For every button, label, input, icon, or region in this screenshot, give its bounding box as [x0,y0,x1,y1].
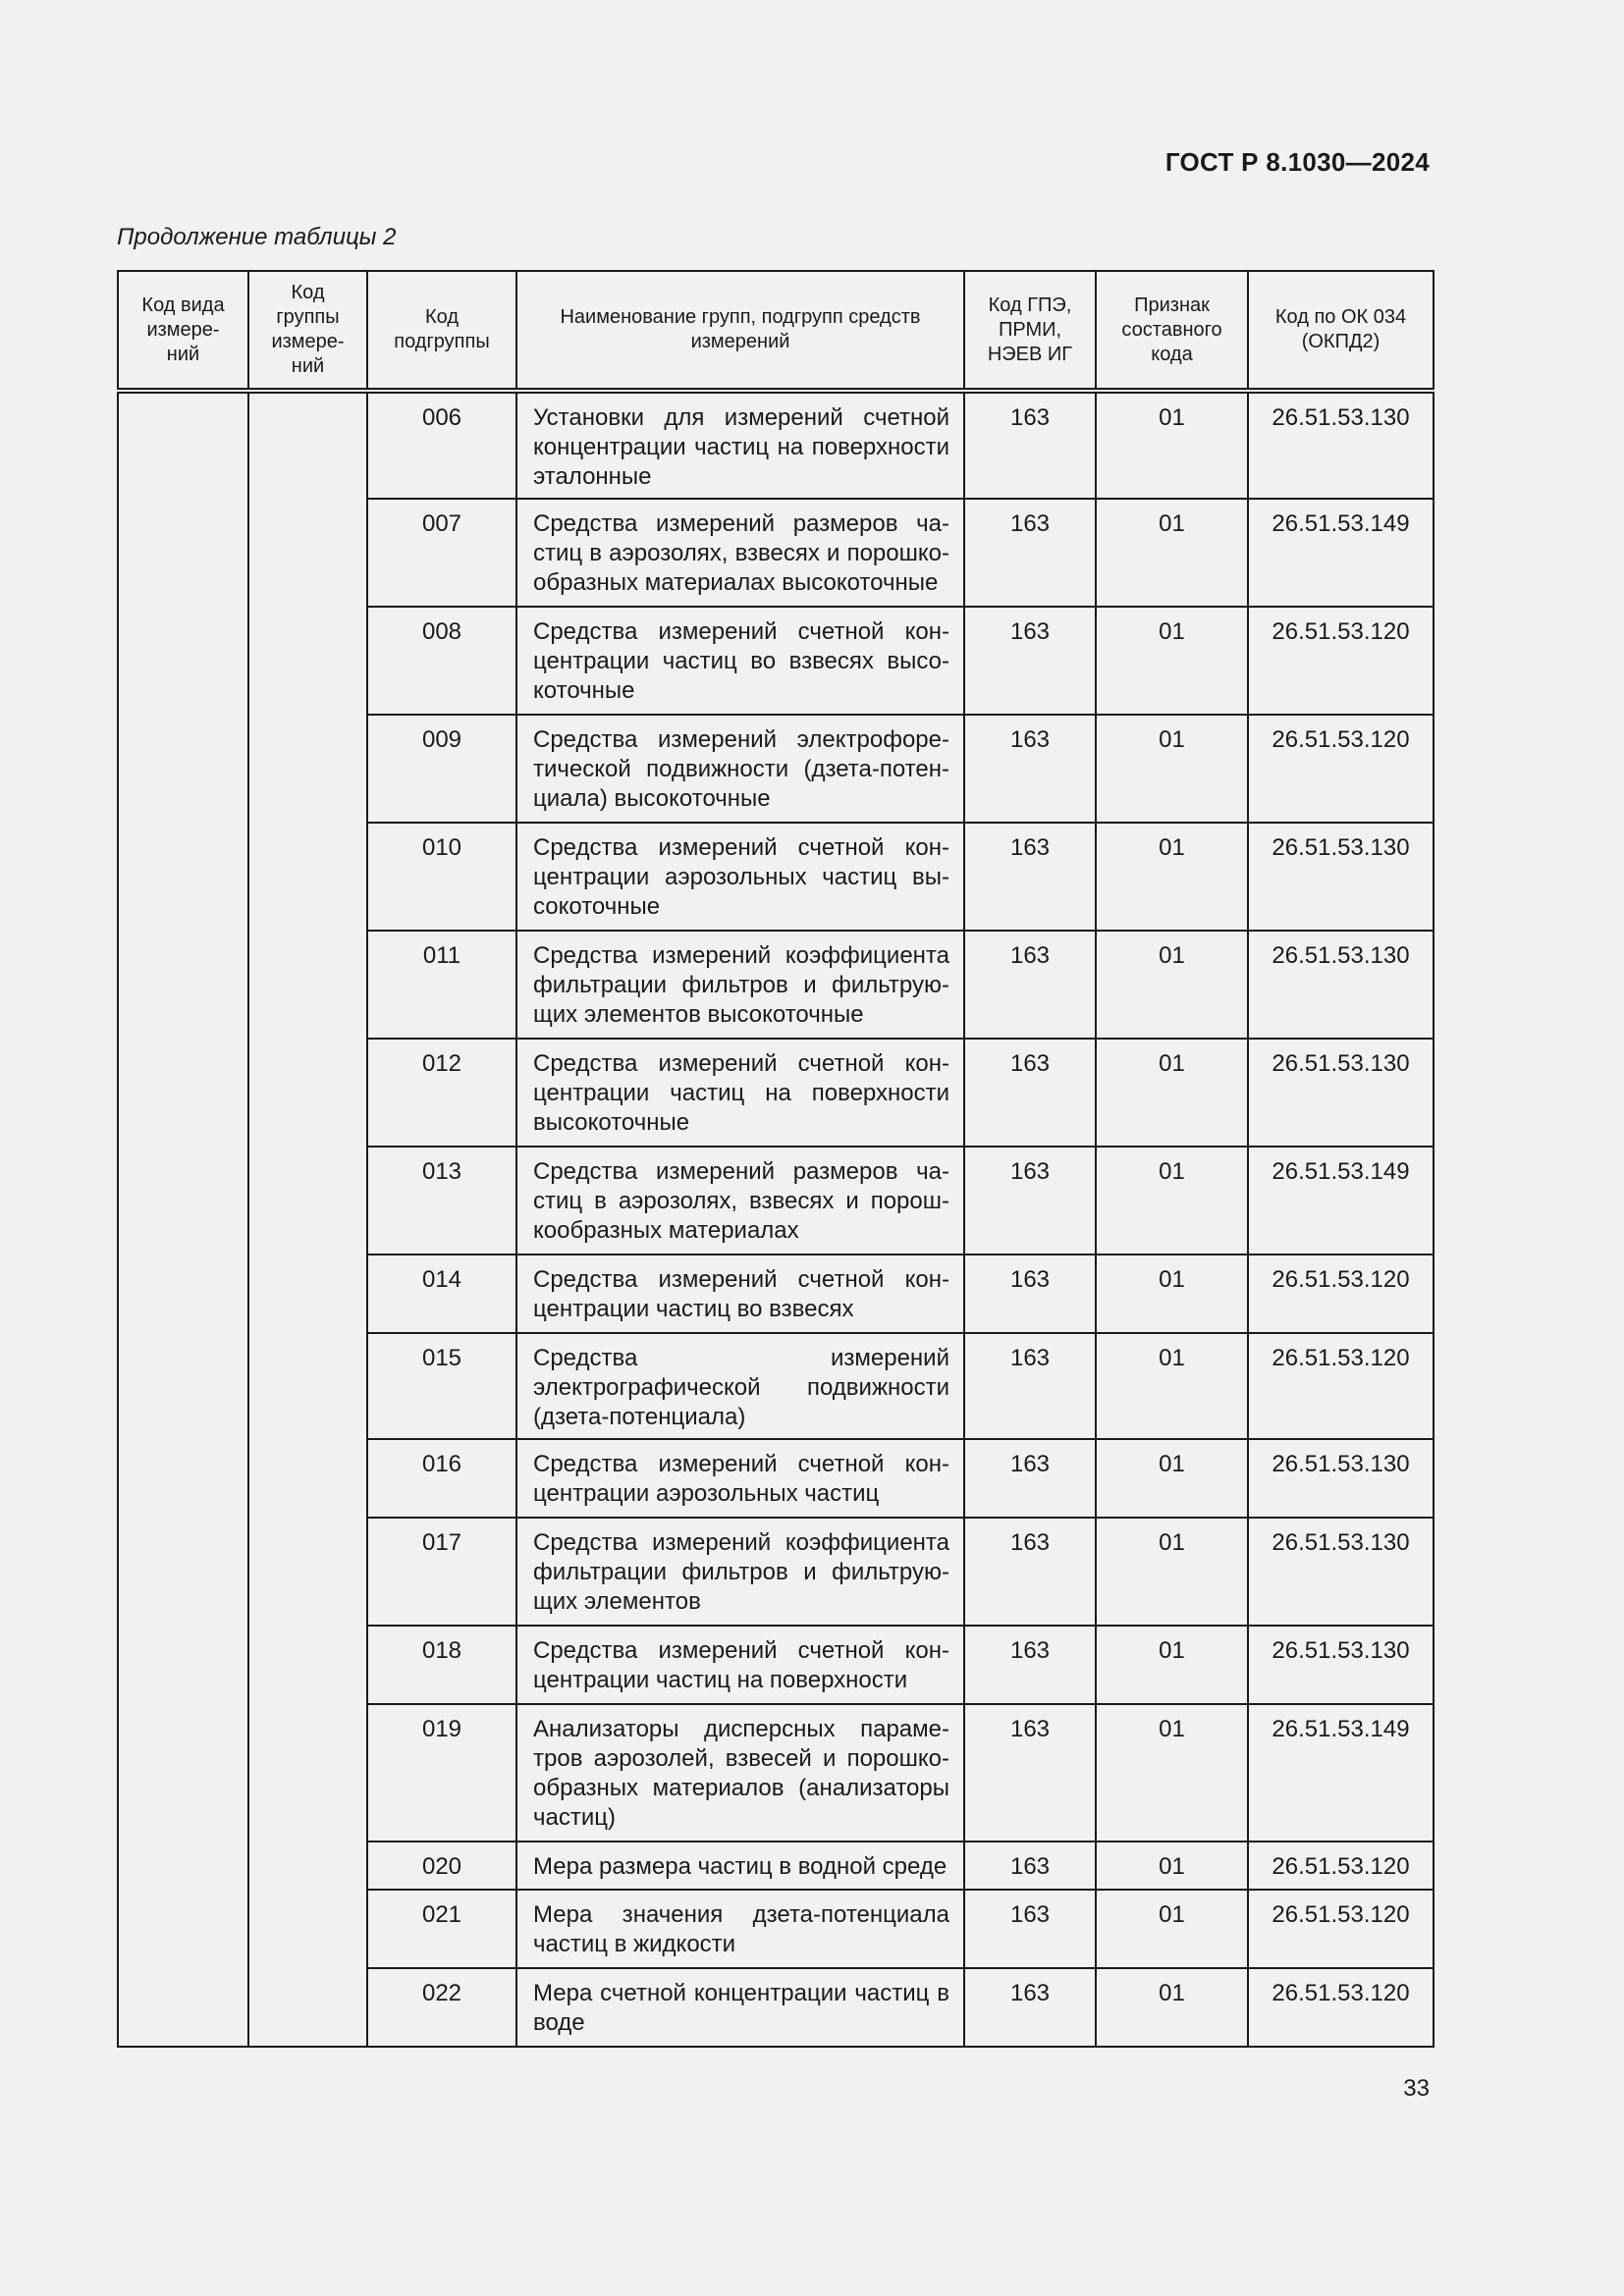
column-header-subgroup-code: Код подгруппы [367,271,516,391]
column-header-name: Наименование групп, подгрупп средств измерений [516,271,964,391]
composite-sign-cell: 01 [1096,1842,1248,1890]
gpe-code-cell: 163 [964,1039,1096,1147]
composite-sign-cell: 01 [1096,607,1248,715]
okpd2-code-cell: 26.51.53.130 [1248,1039,1434,1147]
composite-sign-cell: 01 [1096,1255,1248,1333]
subgroup-name-cell: Средства измерений счетной концентрации аэрозольных частиц высокоточные [516,823,964,931]
gpe-code-cell: 163 [964,1147,1096,1255]
gpe-code-cell: 163 [964,499,1096,607]
subgroup-code-cell: 012 [367,1039,516,1147]
subgroup-code-cell: 018 [367,1626,516,1704]
subgroup-code-cell: 016 [367,1439,516,1518]
composite-sign-cell: 01 [1096,391,1248,499]
composite-sign-cell: 01 [1096,1039,1248,1147]
table-caption: Продолжение таблицы 2 [117,224,397,250]
gpe-code-cell: 163 [964,1842,1096,1890]
composite-sign-cell: 01 [1096,499,1248,607]
gpe-code-cell: 163 [964,1626,1096,1704]
composite-sign-cell: 01 [1096,1439,1248,1518]
subgroup-name-cell: Средства измерений электрофоретической подвижности (дзета-потенциала) высокоточные [516,715,964,823]
table-header-row [118,271,1434,391]
okpd2-code-cell: 26.51.53.130 [1248,823,1434,931]
okpd2-code-cell: 26.51.53.120 [1248,715,1434,823]
composite-sign-cell: 01 [1096,1147,1248,1255]
subgroup-code-cell: 007 [367,499,516,607]
gpe-code-cell: 163 [964,823,1096,931]
gpe-code-cell: 163 [964,1518,1096,1626]
subgroup-name-cell: Средства измерений коэффициента фильтрации фильтров и фильтрующих элементов [516,1518,964,1626]
column-header-okpd2-code: Код по ОК 034 (ОКПД2) [1248,271,1434,391]
column-header-measurement-kind-code: Код вида измере- ний [118,271,248,391]
okpd2-code-cell: 26.51.53.130 [1248,931,1434,1039]
okpd2-code-cell: 26.51.53.130 [1248,1518,1434,1626]
subgroup-code-cell: 014 [367,1255,516,1333]
subgroup-name-cell: Средства измерений счетной концентрации аэрозольных частиц [516,1439,964,1518]
measurement-kind-cell [118,391,248,2047]
subgroup-name-cell: Средства измерений счетной концентрации частиц на поверхности [516,1626,964,1704]
subgroup-code-cell: 006 [367,391,516,499]
subgroup-name-cell: Средства измерений размеров частиц в аэрозолях, взвесях и порошкообразных материалах высокоточные [516,499,964,607]
okpd2-code-cell: 26.51.53.120 [1248,1842,1434,1890]
okpd2-code-cell: 26.51.53.149 [1248,499,1434,607]
subgroup-code-cell: 020 [367,1842,516,1890]
subgroup-name-cell: Средства измерений счетной концентрации частиц на поверхности высокоточные [516,1039,964,1147]
subgroup-code-cell: 017 [367,1518,516,1626]
gpe-code-cell: 163 [964,1704,1096,1842]
subgroup-name-cell: Средства измерений счетной концентрации частиц во взвесях [516,1255,964,1333]
okpd2-code-cell: 26.51.53.149 [1248,1704,1434,1842]
measurement-groups-table [117,270,1435,2048]
okpd2-code-cell: 26.51.53.130 [1248,1439,1434,1518]
document-code: ГОСТ Р 8.1030—2024 [1164,147,1430,177]
composite-sign-cell: 01 [1096,1626,1248,1704]
subgroup-name-cell: Средства измерений счетной концентрации частиц во взвесях высокоточные [516,607,964,715]
composite-sign-cell: 01 [1096,1704,1248,1842]
subgroup-name-cell: Мера счетной концентрации частиц в воде [516,1968,964,2047]
subgroup-code-cell: 011 [367,931,516,1039]
gpe-code-cell: 163 [964,391,1096,499]
gpe-code-cell: 163 [964,715,1096,823]
gpe-code-cell: 163 [964,931,1096,1039]
column-header-measurement-group-code: Код группы измере- ний [248,271,367,391]
composite-sign-cell: 01 [1096,715,1248,823]
okpd2-code-cell: 26.51.53.120 [1248,1968,1434,2047]
okpd2-code-cell: 26.51.53.120 [1248,1255,1434,1333]
composite-sign-cell: 01 [1096,823,1248,931]
column-header-composite-sign: Признак составного кода [1096,271,1248,391]
table-row [118,391,1434,499]
okpd2-code-cell: 26.51.53.149 [1248,1147,1434,1255]
composite-sign-cell: 01 [1096,931,1248,1039]
column-header-gpe-code: Код ГПЭ, ПРМИ, НЭЕВ ИГ [964,271,1096,391]
subgroup-code-cell: 010 [367,823,516,931]
subgroup-code-cell: 022 [367,1968,516,2047]
subgroup-code-cell: 019 [367,1704,516,1842]
gpe-code-cell: 163 [964,607,1096,715]
subgroup-code-cell: 015 [367,1333,516,1439]
gpe-code-cell: 163 [964,1968,1096,2047]
okpd2-code-cell: 26.51.53.120 [1248,1333,1434,1439]
gpe-code-cell: 163 [964,1333,1096,1439]
subgroup-code-cell: 021 [367,1890,516,1968]
subgroup-code-cell: 008 [367,607,516,715]
subgroup-code-cell: 009 [367,715,516,823]
subgroup-name-cell: Анализаторы дисперсных параметров аэрозолей, взвесей и порошкообразных материалов (анализаторы частиц) [516,1704,964,1842]
gpe-code-cell: 163 [964,1890,1096,1968]
table-body [118,391,1434,2047]
composite-sign-cell: 01 [1096,1333,1248,1439]
subgroup-name-cell: Средства измерений размеров частиц в аэрозолях, взвесях и порошкообразных материалах [516,1147,964,1255]
subgroup-name-cell: Установки для измерений счетной концентрации частиц на поверхности эталонные [516,391,964,499]
subgroup-name-cell: Мера размера частиц в водной среде [516,1842,964,1890]
gpe-code-cell: 163 [964,1439,1096,1518]
subgroup-code-cell: 013 [367,1147,516,1255]
gpe-code-cell: 163 [964,1255,1096,1333]
page-number: 33 [1403,2075,1430,2102]
composite-sign-cell: 01 [1096,1890,1248,1968]
measurement-group-cell [248,391,367,2047]
okpd2-code-cell: 26.51.53.130 [1248,1626,1434,1704]
subgroup-name-cell: Средства измерений электрографической подвижности (дзета-потенциала) [516,1333,964,1439]
okpd2-code-cell: 26.51.53.130 [1248,391,1434,499]
okpd2-code-cell: 26.51.53.120 [1248,607,1434,715]
okpd2-code-cell: 26.51.53.120 [1248,1890,1434,1968]
composite-sign-cell: 01 [1096,1968,1248,2047]
subgroup-name-cell: Мера значения дзета-потенциала частиц в жидкости [516,1890,964,1968]
subgroup-name-cell: Средства измерений коэффициента фильтрации фильтров и фильтрующих элементов высокоточные [516,931,964,1039]
composite-sign-cell: 01 [1096,1518,1248,1626]
